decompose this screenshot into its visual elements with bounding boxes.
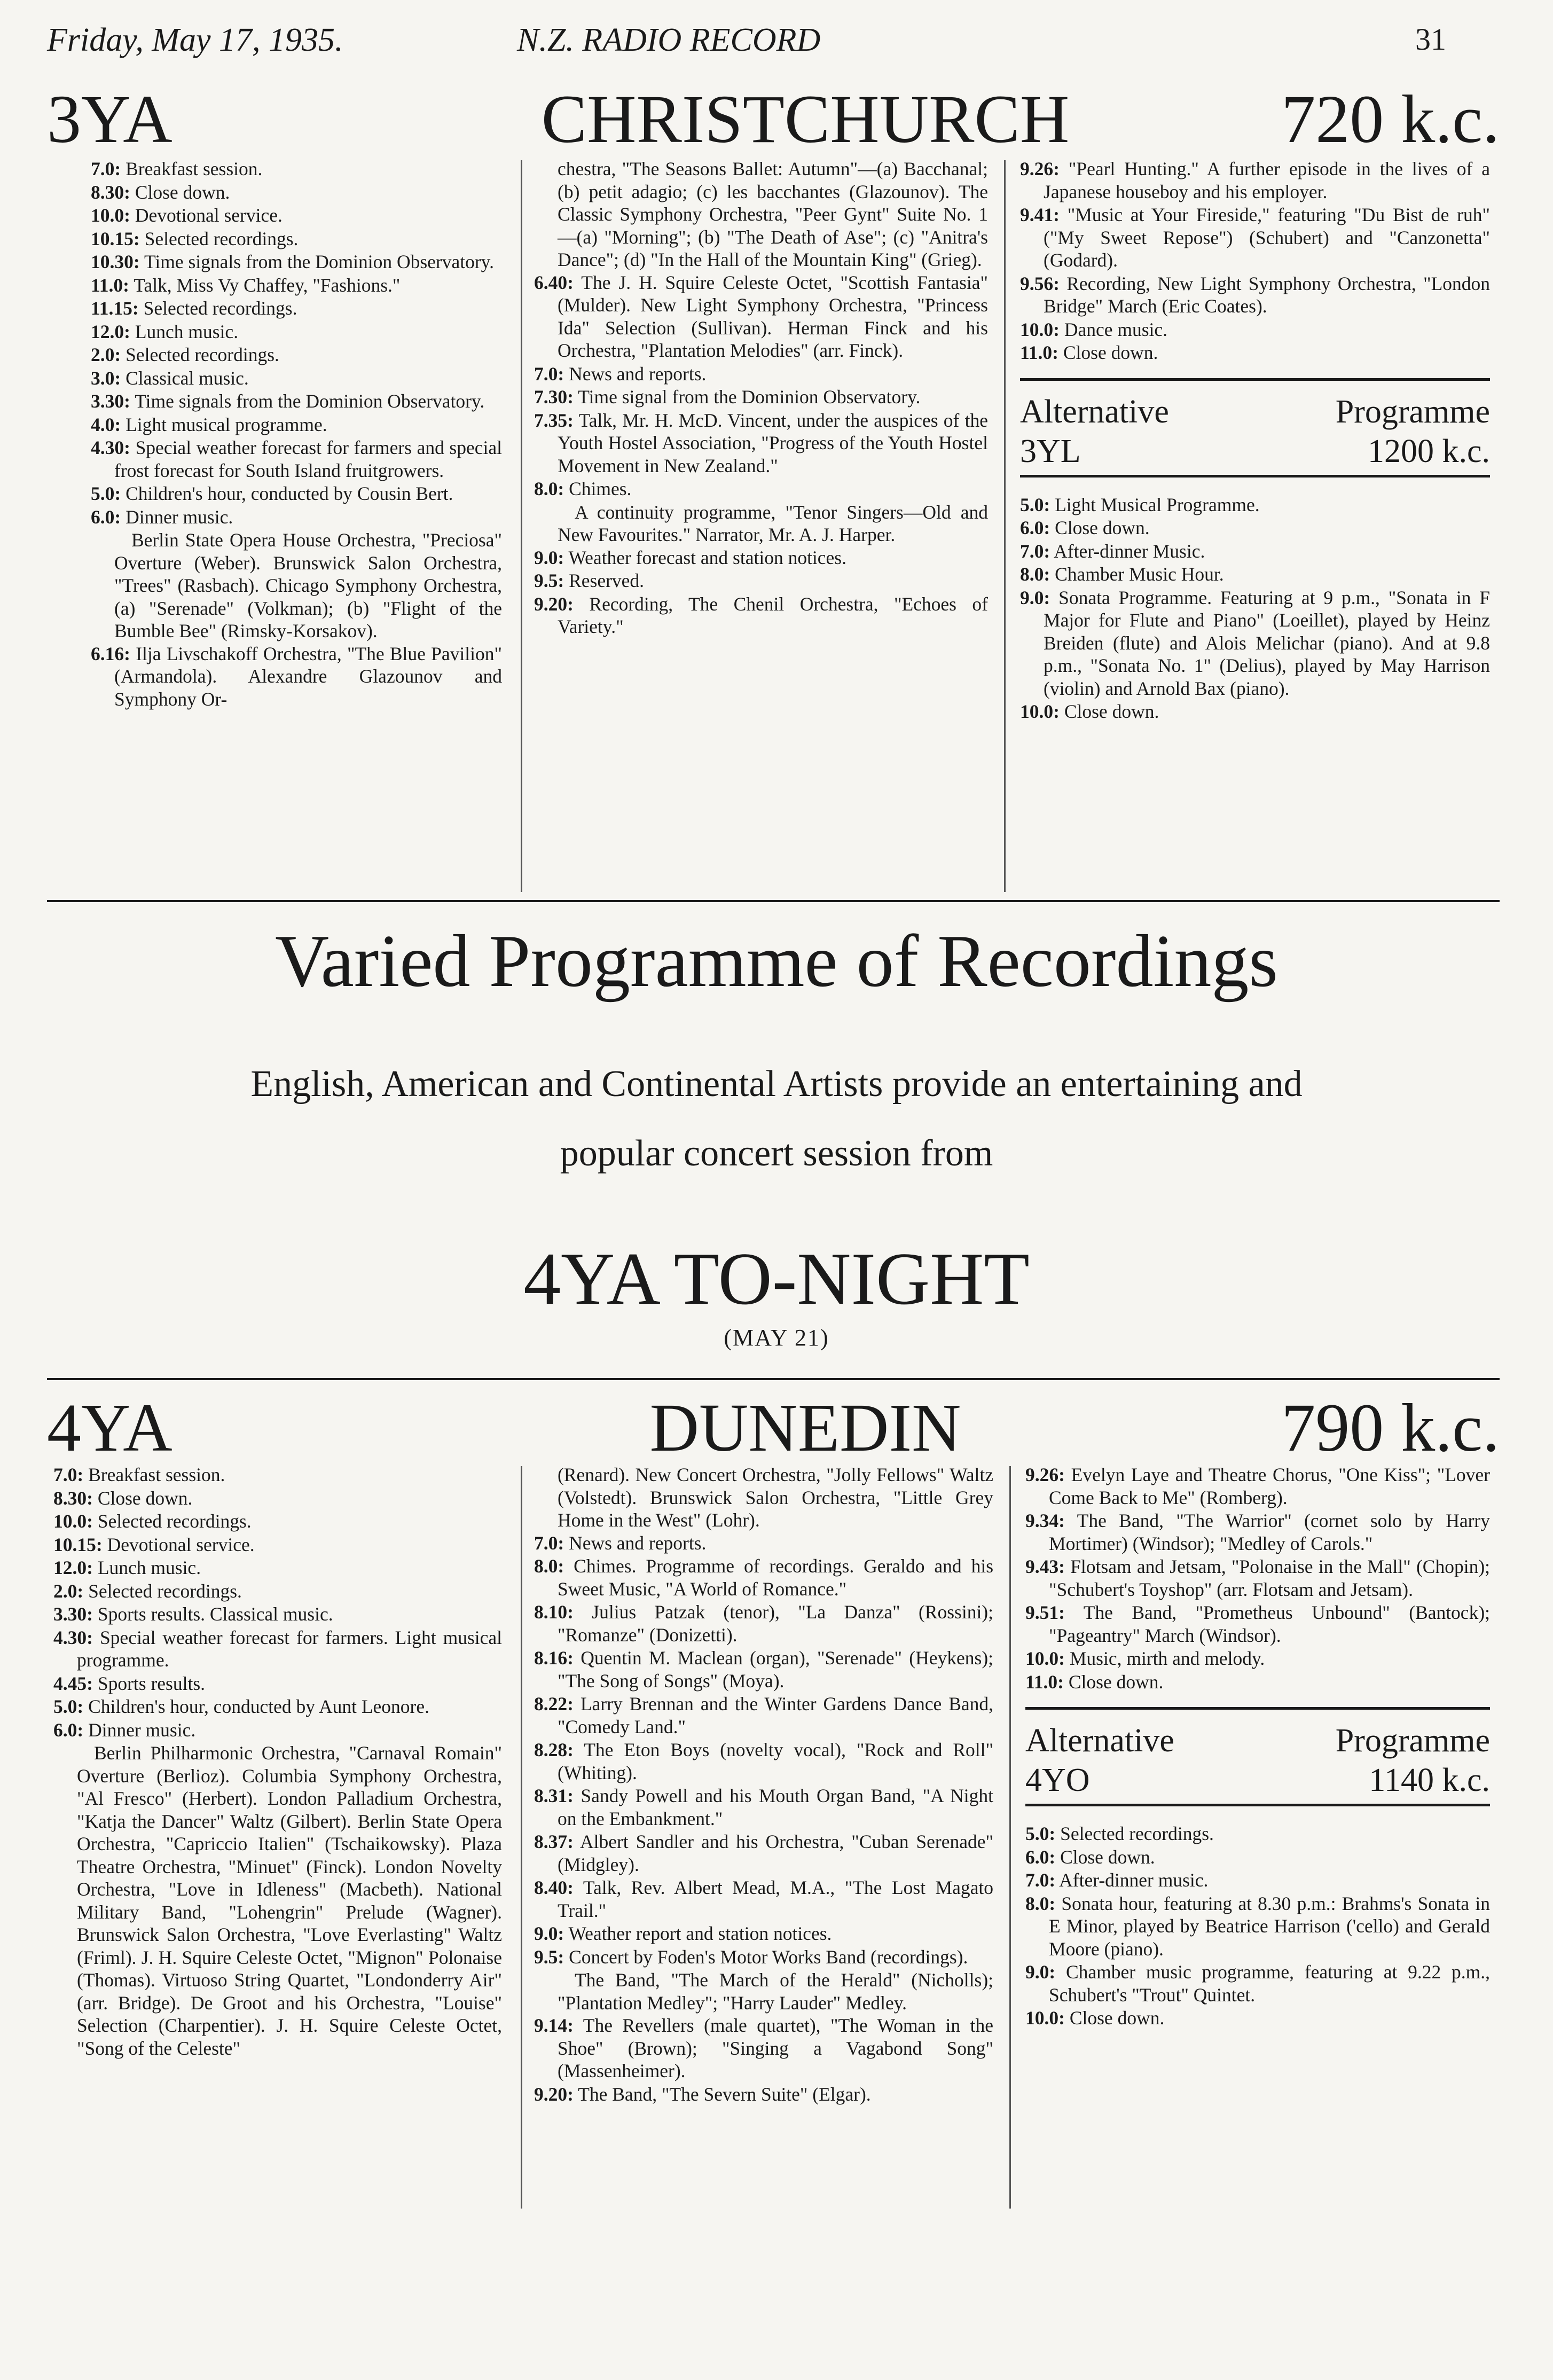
entry-time: 5.0: [91, 483, 121, 504]
entry-time: 11.15: [91, 298, 139, 319]
programme-entry [91, 390, 502, 413]
entry-text: Time signals from the Dominion Observatory. [135, 390, 485, 412]
entry-time: 9.0: [1025, 1961, 1056, 1983]
entry-text: Close down. [1055, 517, 1150, 538]
entry-text: Chimes. Programme of recordings. Geraldo and his Sweet Music, "A World of Romance." [558, 1555, 994, 1600]
entry-time: 4.0: [91, 413, 121, 435]
programme-entry [1025, 1647, 1490, 1670]
programme-entry [53, 1580, 502, 1603]
entry-time: 9.43: [1025, 1556, 1065, 1577]
entry-time: 7.0: [534, 1532, 564, 1554]
programme-entry [1020, 341, 1490, 364]
programme-entry [1020, 272, 1490, 318]
programme-entry [1025, 1601, 1490, 1647]
alternative-programme-box-3yl [1020, 378, 1490, 477]
continued-text: (Renard). New Concert Orchestra, "Jolly Fellows" Waltz (Volstedt). Brunswick Salon Orchestra, "Little Grey Home in the West" (Lohr). [558, 1464, 993, 1531]
entry-text: Selected recordings. [88, 1580, 242, 1602]
entry-time: 3.30: [53, 1603, 93, 1625]
entry-time: 5.0: [1025, 1823, 1056, 1844]
entry-text: Lunch music. [97, 1557, 201, 1578]
programme-entry [53, 1695, 502, 1718]
entry-time: 3.30: [91, 390, 130, 412]
station-frequency: 720 k.c. [1281, 81, 1500, 157]
entry-text: Recording, The Chenil Orchestra, "Echoes of Variety." [558, 593, 988, 637]
entry-text: The Eton Boys (novelty vocal), "Rock and Roll" (Whiting). [558, 1739, 993, 1783]
programme-entry [91, 413, 502, 436]
alt-label-right: Programme [1335, 393, 1490, 430]
entry-text: Evelyn Laye and Theatre Chorus, "One Kiss"; "Lover Come Back to Me" (Romberg). [1049, 1464, 1490, 1508]
column-3ya-3 [1020, 158, 1490, 724]
programme-entry [1025, 1961, 1490, 2006]
entry-text: Classical music. [126, 367, 249, 389]
entry-text: Selected recordings. [1060, 1823, 1214, 1844]
column-divider [1009, 1466, 1011, 2209]
entry-text: Time signals from the Dominion Observatory. [144, 251, 494, 272]
entry-text: After-dinner music. [1059, 1869, 1209, 1891]
entry-time: 8.10: [534, 1601, 574, 1623]
entry-text: News and reports. [569, 363, 707, 385]
entry-time: 9.26: [1025, 1464, 1065, 1485]
column-divider [521, 160, 522, 892]
programme-entry [53, 1556, 502, 1579]
entry-time: 10.30: [91, 251, 140, 272]
programme-entry [534, 1922, 993, 1945]
station-frequency: 790 k.c. [1281, 1390, 1500, 1466]
station-call: 3YA [47, 81, 172, 157]
entry-text: Close down. [97, 1487, 193, 1509]
entry-time: 8.16: [534, 1647, 574, 1669]
programme-entry [534, 1739, 993, 1784]
entry-time: 9.51: [1025, 1602, 1065, 1623]
entry-time: 8.0: [534, 478, 564, 499]
entry-time: 8.37: [534, 1831, 574, 1852]
entry-time: 8.28: [534, 1739, 574, 1760]
programme-entry [91, 181, 502, 204]
entry-time: 8.0: [1020, 563, 1050, 585]
programme-entry [53, 1603, 502, 1626]
entry-text: Sonata Programme. Featuring at 9 p.m., "Sonata in F Major for Flute and Piano" (Loeillet), played by Heinz Breiden (flute) and Alois Melichar (piano). And at 9.8 p.m., "Sonata No. 1" (Delius), played by May Harrison (violin) and Arnold Bax (piano). [1044, 586, 1490, 699]
entry-text: Close down. [1068, 1671, 1164, 1693]
entry-text: Selected recordings. [143, 298, 297, 319]
entry-time: 3.0: [91, 367, 121, 389]
entry-text: Sonata hour, featuring at 8.30 p.m.: Brahms's Sonata in E Minor, played by Beatrice Harrison ('cello) and Gerald Moore (piano). [1049, 1892, 1490, 1960]
station-city: DUNEDIN [649, 1390, 961, 1466]
programme-entry [534, 593, 988, 638]
alt-station-row [1020, 432, 1490, 477]
programme-entry [1025, 1892, 1490, 1961]
entry-text: Larry Brennan and the Winter Gardens Dance Band, "Comedy Land." [558, 1693, 993, 1737]
running-header [0, 21, 1553, 69]
entry-time: 9.20: [534, 593, 574, 615]
programme-entry [1025, 1555, 1490, 1601]
programme-entry [1020, 158, 1490, 203]
entry-text: After-dinner Music. [1054, 540, 1205, 562]
continuity-details: A continuity programme, "Tenor Singers—Old and New Favourites." Narrator, Mr. A. J. Harper. [558, 501, 988, 545]
section-rule [47, 900, 1500, 902]
entry-text: Special weather forecast for farmers and special frost forecast for South Island fruitgrowers. [114, 437, 502, 481]
entry-time: 8.40: [534, 1877, 574, 1898]
programme-entry [1020, 540, 1490, 563]
column-divider [1004, 160, 1006, 892]
entry-text: The J. H. Squire Celeste Octet, "Scottish Fantasia" (Mulder). New Light Symphony Orchestra, "Princess Ida" Selection (Sullivan). Herman Finck and his Orchestra, "Plantation Melodies" (arr. Finck). [558, 271, 989, 361]
programme-entry [91, 297, 502, 320]
entry-time: 9.20: [534, 2083, 574, 2105]
programme-entry [534, 1693, 993, 1738]
entry-time: 6.40: [534, 271, 574, 293]
publication-name: N.Z. RADIO RECORD [517, 22, 821, 58]
programme-list [1025, 1463, 1490, 1693]
entry-text: Talk, Rev. Albert Mead, M.A., "The Lost Magato Trail." [558, 1877, 993, 1921]
programme-list [534, 271, 988, 500]
programme-entry [91, 343, 502, 366]
entry-text: Close down. [1060, 1846, 1155, 1868]
programme-entry [534, 1784, 993, 1830]
alt-frequency: 1200 k.c. [1367, 433, 1490, 469]
station-city: CHRISTCHURCH [541, 81, 1070, 157]
entry-time: 10.15: [53, 1533, 103, 1555]
programme-entry [534, 1532, 993, 1555]
entry-time: 10.0: [1025, 1648, 1065, 1669]
column-3ya-2 [534, 158, 988, 639]
entry-text: The Band, "Prometheus Unbound" (Bantock); "Pageantry" March (Windsor). [1049, 1602, 1491, 1646]
programme-entry [534, 1876, 993, 1922]
station-call: 4YA [47, 1390, 172, 1466]
programme-entry [53, 1463, 502, 1486]
entry-time: 12.0: [91, 320, 130, 342]
programme-entry [534, 1830, 993, 1876]
programme-entry [91, 204, 502, 227]
entry-time: 5.0: [1020, 494, 1050, 515]
programme-entry [91, 506, 502, 529]
band-details: The Band, "The March of the Herald" (Nicholls); "Plantation Medley"; "Harry Lauder" Medley. [558, 1969, 993, 2014]
entry-time: 2.0: [91, 344, 121, 365]
entry-text: Chimes. [569, 478, 632, 499]
entry-time: 7.35: [534, 409, 574, 431]
entry-time: 9.34: [1025, 1510, 1065, 1531]
programme-entry [53, 1719, 502, 1742]
entry-text: News and reports. [569, 1532, 707, 1554]
entry-time: 10.0: [91, 205, 130, 226]
alt-call: 3YL [1020, 433, 1081, 469]
entry-time: 10.15: [91, 228, 140, 249]
entry-text: Flotsam and Jetsam, "Polonaise in the Mall" (Chopin); "Schubert's Toyshop" (arr. Flotsam and Jetsam). [1049, 1556, 1491, 1600]
dinner-music-details: Berlin State Opera House Orchestra, "Preciosa" Overture (Weber). Brunswick Salon Orchestra, "Trees" (Rasbach). Chicago Symphony Orchestra, (a) "Serenade" (Volkman); (b) "Flight of the Bumble Bee" (Rimsky-Korsakov). [114, 529, 502, 641]
entry-time: 10.0: [1025, 2007, 1065, 2029]
entry-text: Reserved. [569, 570, 645, 591]
programme-list [91, 158, 502, 528]
continued-text: chestra, "The Seasons Ballet: Autumn"—(a) Bacchanal; (b) petit adagio; (c) les bacchantes (Glazounov). The Classic Symphony Orchestra, "Peer Gynt" Suite No. 1—(a) "Morning"; (b) "The Death of Ase"; (c) "Anitra's Dance"; (d) "In the Hall of the Mountain King" (Grieg). [558, 158, 988, 270]
column-divider [521, 1466, 522, 2209]
programme-entry [534, 363, 988, 386]
entry-time: 7.0: [53, 1464, 84, 1485]
programme-entry [534, 1647, 993, 1692]
entry-text: Talk, Miss Vy Chaffey, "Fashions." [134, 274, 401, 296]
alt-frequency: 1140 k.c. [1369, 1762, 1490, 1798]
programme-entry [534, 1601, 993, 1646]
entry-time: 11.0: [1025, 1671, 1064, 1693]
programme-entry [91, 228, 502, 250]
programme-entry [1020, 203, 1490, 272]
alt-label-left: Alternative [1020, 393, 1169, 430]
programme-entry [534, 1555, 993, 1600]
entry-time: 10.0: [1020, 318, 1060, 340]
entry-text: Close down. [135, 181, 230, 203]
programme-entry [534, 409, 988, 477]
entry-time: 6.0: [1025, 1846, 1056, 1868]
programme-entry [1020, 563, 1490, 586]
entry-text: Light Musical Programme. [1055, 494, 1260, 515]
programme-entry [534, 386, 988, 409]
entry-text: Sports results. [97, 1672, 206, 1694]
entry-text: "Pearl Hunting." A further episode in the lives of a Japanese houseboy and his employer. [1044, 158, 1490, 202]
entry-text: Sports results. Classical music. [97, 1603, 333, 1625]
programme-entry [534, 2014, 993, 2082]
entry-text: Talk, Mr. H. McD. Vincent, under the auspices of the Youth Hostel Association, "Progress of the Youth Hostel Movement in New Zealand." [558, 409, 989, 476]
entry-text: Close down. [1069, 2007, 1165, 2029]
entry-text: Children's hour, conducted by Cousin Bert. [126, 483, 453, 504]
entry-time: 4.30: [53, 1626, 93, 1648]
programme-entry [91, 436, 502, 482]
entry-text: Selected recordings. [97, 1510, 252, 1532]
programme-list [53, 1463, 502, 1741]
programme-entry [53, 1533, 502, 1556]
entry-time: 8.0: [534, 1555, 564, 1577]
programme-entry [91, 250, 502, 273]
entry-time: 4.30: [91, 437, 130, 458]
entry-text: Albert Sandler and his Orchestra, "Cuban Serenade" (Midgley). [558, 1831, 993, 1875]
entry-time: 9.26: [1020, 158, 1060, 179]
programme-entry [1025, 1463, 1490, 1509]
entry-text: Recording, New Light Symphony Orchestra, "London Bridge" March (Eric Coates). [1044, 272, 1490, 317]
programme-entry [1020, 318, 1490, 341]
entry-time: 8.22: [534, 1693, 574, 1714]
entry-time: 8.30: [53, 1487, 93, 1509]
entry-time: 8.0: [1025, 1892, 1056, 1914]
entry-text: Chamber music programme, featuring at 9.22 p.m., Schubert's "Trout" Quintet. [1049, 1961, 1490, 2006]
alternative-programme-box-4yo [1025, 1707, 1490, 1806]
programme-entry [53, 1487, 502, 1510]
entry-time: 9.56: [1020, 272, 1060, 294]
entry-time: 6.0: [53, 1719, 84, 1741]
entry-time: 4.45: [53, 1672, 93, 1694]
entry-text: Concert by Foden's Motor Works Band (recordings). [569, 1946, 968, 1968]
alternative-programme-list [1020, 494, 1490, 723]
programme-entry [534, 1946, 993, 1969]
entry-text: Lunch music. [135, 320, 239, 342]
programme-entry [534, 477, 988, 500]
entry-time: 5.0: [53, 1696, 84, 1717]
station-header-3ya [47, 80, 1500, 160]
programme-entry [53, 1626, 502, 1672]
programme-entry [534, 2083, 993, 2106]
programme-entry [1025, 2007, 1490, 2030]
entry-time: 9.0: [534, 1923, 564, 1944]
entry-time: 9.5: [534, 1946, 564, 1968]
column-4ya-1 [53, 1463, 502, 2060]
entry-text: Julius Patzak (tenor), "La Danza" (Rossini); "Romanze" (Donizetti). [558, 1601, 993, 1646]
entry-text: Weather forecast and station notices. [568, 546, 846, 568]
entry-text: Devotional service. [135, 205, 283, 226]
column-4ya-2 [534, 1463, 993, 2106]
programme-list [1020, 158, 1490, 364]
entry-time: 8.31: [534, 1785, 574, 1806]
entry-text: Selected recordings. [126, 344, 279, 365]
entry-time: 7.30: [534, 386, 574, 408]
programme-entry [1020, 494, 1490, 516]
entry-text: Ilja Livschakoff Orchestra, "The Blue Pavilion" (Armandola). Alexandre Glazounov and Symphony Or- [114, 643, 502, 710]
programme-entry [91, 274, 502, 297]
entry-time: 9.0: [1020, 586, 1050, 608]
programme-entry [1020, 586, 1490, 700]
programme-entry [534, 271, 988, 362]
entry-text: Breakfast session. [88, 1464, 225, 1485]
entry-time: 9.0: [534, 546, 564, 568]
programme-entry [91, 367, 502, 390]
entry-text: Sandy Powell and his Mouth Organ Band, "A Night on the Embankment." [558, 1785, 993, 1829]
entry-text: Dinner music. [88, 1719, 196, 1741]
entry-time: 12.0: [53, 1557, 93, 1578]
entry-text: Selected recordings. [144, 228, 299, 249]
entry-text: The Band, "The Severn Suite" (Elgar). [578, 2083, 871, 2105]
entry-time: 6.0: [91, 506, 121, 528]
dinner-music-details: Berlin Philharmonic Orchestra, "Carnaval Romain" Overture (Berlioz). Columbia Symphony Orchestra, "Al Fresco" (Herbert). London Palladium Orchestra, "Katja the Dancer" Waltz (Gilbert). Berlin State Opera Orchestra, "Capriccio Italien" (Tschaikowsky). Plaza Theatre Orchestra, "Minuet" (Finck). London Novelty Orchestra, "Love in Idleness" (Macbeth). National Military Band, "Lohengrin" Prelude (Wagner). Brunswick Salon Orchestra, "Love Everlasting" Waltz (Friml). J. H. Squire Celeste Octet, "Mignon" Polonaise (Thomas). Virtuoso String Quartet, "Londonderry Air" (arr. Bridge). De Groot and his Orchestra, "Louise" Selection (Charpentier). J. H. Squire Celeste Octet, "Song of the Celeste" [77, 1742, 502, 2059]
entry-text: Breakfast session. [126, 158, 263, 179]
alt-label-left: Alternative [1025, 1723, 1174, 1759]
entry-time: 7.0: [1025, 1869, 1056, 1891]
entry-time: 9.14: [534, 2015, 574, 2036]
station-header-4ya [47, 1389, 1500, 1469]
entry-time: 6.0: [1020, 517, 1050, 538]
entry-text: Light musical programme. [126, 413, 327, 435]
entry-text: Close down. [1063, 342, 1158, 363]
entry-text: The Revellers (male quartet), "The Woman in the Shoe" (Brown); "Singing a Vagabond Song" (Massenheimer). [558, 2015, 993, 2081]
entry-text: Chamber Music Hour. [1055, 563, 1224, 585]
entry-time: 11.0: [1020, 342, 1058, 363]
entry-text: Weather report and station notices. [568, 1923, 832, 1944]
banner-subline-2: popular concert session from [560, 1133, 993, 1174]
alt-call: 4YO [1025, 1762, 1090, 1798]
programme-entry [53, 1510, 502, 1533]
entry-time: 9.5: [534, 570, 564, 591]
banner-headline-2: 4YA TO-NIGHT [523, 1238, 1030, 1320]
banner-subline-1: English, American and Continental Artists provide an entertaining and [250, 1063, 1303, 1105]
entry-time: 9.41: [1020, 204, 1060, 225]
programme-entry [53, 1672, 502, 1695]
entry-text: Children's hour, conducted by Aunt Leonore. [88, 1696, 429, 1717]
programme-entry [1025, 1671, 1490, 1694]
banner-date: (MAY 21) [724, 1325, 829, 1351]
programme-entry [91, 158, 502, 181]
alternative-programme-list [1025, 1822, 1490, 2030]
column-3ya-1 [91, 158, 502, 711]
entry-text: Quentin M. Maclean (organ), "Serenade" (Heykens); "The Song of Songs" (Moya). [558, 1647, 993, 1692]
alt-label-row [1025, 1720, 1490, 1761]
column-4ya-3 [1025, 1463, 1490, 2030]
programme-entry [534, 569, 988, 592]
programme-list [534, 1532, 993, 1969]
alt-label-row [1020, 392, 1490, 432]
programme-entry [1020, 700, 1490, 723]
programme-entry [534, 546, 988, 569]
programme-entry [1025, 1822, 1490, 1845]
entry-text: Time signal from the Dominion Observatory. [578, 386, 921, 408]
entry-time: 7.0: [91, 158, 121, 179]
alt-label-right: Programme [1335, 1723, 1490, 1759]
entry-text: Dance music. [1064, 318, 1168, 340]
entry-text: Music, mirth and melody. [1069, 1648, 1265, 1669]
entry-text: "Music at Your Fireside," featuring "Du Bist de ruh" ("My Sweet Repose") (Schubert) and "Canzonetta" (Godard). [1044, 204, 1490, 271]
issue-date: Friday, May 17, 1935. [47, 22, 343, 58]
entry-time: 10.0: [1020, 701, 1060, 722]
programme-entry [91, 643, 502, 711]
page-number: 31 [1415, 22, 1446, 57]
programme-entry [1020, 516, 1490, 539]
programme-entry [1025, 1846, 1490, 1869]
entry-time: 6.16: [91, 643, 130, 664]
entry-text: Special weather forecast for farmers. Light musical programme. [77, 1626, 502, 1671]
entry-text: Dinner music. [126, 506, 233, 528]
entry-time: 7.0: [1020, 540, 1050, 562]
section-rule [47, 1378, 1500, 1380]
alt-station-row [1025, 1761, 1490, 1806]
programme-entry [91, 320, 502, 343]
banner-headline: Varied Programme of Recordings [275, 920, 1278, 1003]
entry-time: 2.0: [53, 1580, 84, 1602]
entry-time: 8.30: [91, 181, 130, 203]
entry-time: 11.0: [91, 274, 129, 296]
entry-text: Close down. [1064, 701, 1159, 722]
entry-text: The Band, "The Warrior" (cornet solo by Harry Mortimer) (Windsor); "Medley of Carols." [1049, 1510, 1490, 1554]
entry-time: 10.0: [53, 1510, 93, 1532]
entry-time: 7.0: [534, 363, 564, 385]
entry-text: Devotional service. [107, 1533, 255, 1555]
programme-entry [1025, 1509, 1490, 1555]
programme-entry [91, 482, 502, 505]
programme-list [534, 546, 988, 638]
programme-list [534, 2014, 993, 2105]
programme-entry [1025, 1869, 1490, 1892]
